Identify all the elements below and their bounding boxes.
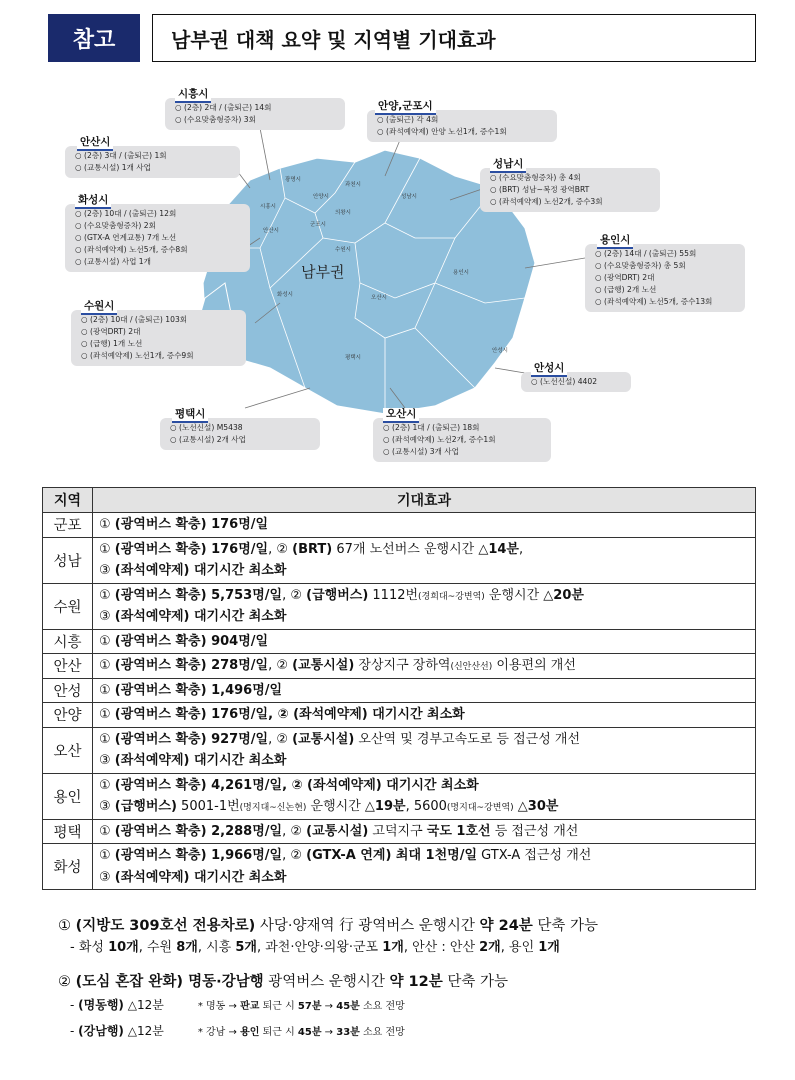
emphasis-text: (교통시설)	[292, 731, 355, 747]
text-segment: (신안산선)	[450, 662, 493, 672]
region-cell: 성남	[43, 537, 93, 583]
region-label: 수원시	[335, 247, 351, 253]
region-label: 안산시	[263, 228, 279, 234]
callout-line: ○ (좌석예약제) 안양 노선1개, 증수1회	[377, 126, 549, 138]
effect-cell	[93, 513, 756, 538]
southern-region-map	[55, 88, 745, 468]
note-1-detail	[58, 937, 758, 959]
effect-line	[99, 539, 749, 561]
note-2-amount: 약 12분	[389, 974, 443, 990]
callout-suwon	[71, 300, 246, 366]
emphasis-text: △30분	[517, 799, 559, 814]
effect-line	[99, 845, 749, 867]
effect-line	[99, 775, 749, 797]
callout-line: ○ (2층) 2대 / (출퇴근) 14회	[175, 102, 337, 114]
note-1	[58, 915, 758, 937]
note-2-myeongdong: - (명동행) △12분 * 명동 → 판교 퇴근 시 57분 → 45분 소요 전망	[70, 998, 405, 1012]
emphasis-text: 1개	[382, 940, 404, 955]
note-2-sub1-delta: △12분	[123, 998, 164, 1012]
emphasis-text: (광역버스 확충) 278명/일	[114, 658, 269, 673]
callout-line: ○ (교통시설) 2개 사업	[170, 434, 312, 446]
emphasis-text: 45분	[336, 1001, 360, 1012]
callout-title: 수원시	[81, 300, 117, 315]
table-row	[43, 513, 756, 538]
callout-line: ○ (좌석예약제) 노선2개, 증수1회	[383, 434, 543, 446]
emphasis-text: 용인	[240, 1027, 260, 1038]
region-label: 안양시	[313, 194, 329, 200]
emphasis-text: (급행버스)	[114, 799, 177, 814]
region-cell: 평택	[43, 819, 93, 844]
callout-line: ○ (교통시설) 3개 사업	[383, 446, 543, 458]
emphasis-text: (좌석예약제) 대기시간 최소화	[114, 869, 287, 885]
emphasis-text: 33분	[336, 1027, 360, 1038]
emphasis-text: 45분	[297, 1027, 322, 1038]
text-segment: ①	[99, 777, 115, 793]
region-label: 군포시	[310, 222, 326, 228]
text-segment: GTX-A 접근성 개선	[477, 848, 592, 863]
callout-yongin	[585, 234, 745, 312]
note-1-prefix: ①	[58, 918, 76, 934]
note-2-gangnam: - (강남행) △12분 * 강남 → 용인 퇴근 시 45분 → 33분 소요 전망	[70, 1024, 405, 1038]
table-row	[43, 654, 756, 679]
text-segment: 퇴근 시	[259, 1001, 298, 1012]
callout-title: 성남시	[490, 158, 526, 173]
text-segment: , ②	[268, 658, 293, 673]
emphasis-text: (광역버스 확충) 176명/일, ② (좌석예약제) 대기시간 최소화	[114, 707, 465, 722]
effect-cell	[93, 819, 756, 844]
effect-line	[99, 750, 749, 772]
section-tag: 참고	[48, 14, 140, 62]
region-label: 의왕시	[335, 210, 351, 216]
callout-siheung	[165, 88, 345, 130]
emphasis-text: (GTX-A 연계) 최대 1천명/일	[306, 848, 478, 863]
emphasis-text: (교통시설)	[306, 823, 369, 839]
table-row	[43, 678, 756, 703]
callout-line: ○ (2층) 14대 / (출퇴근) 55회	[595, 248, 737, 260]
text-segment: ③	[99, 869, 115, 885]
emphasis-text: (광역버스 확충) 1,966명/일	[114, 848, 283, 863]
table-body	[43, 513, 756, 890]
notes-section	[58, 915, 758, 1045]
callout-line: ○ (수요맞춤형증차) 총 4회	[490, 172, 652, 184]
text-segment: ①	[99, 707, 115, 722]
effect-line	[99, 606, 749, 628]
emphasis-text: (좌석예약제) 대기시간 최소화	[114, 609, 287, 624]
text-segment: ,	[519, 541, 524, 557]
text-segment: , ②	[282, 823, 307, 839]
effect-cell	[93, 703, 756, 728]
region-label: 성남시	[401, 194, 417, 200]
callout-line: ○ (좌석예약제) 노선1개, 증수9회	[81, 350, 238, 362]
emphasis-text: (광역버스 확충) 2,288명/일	[114, 823, 283, 839]
text-segment: , ②	[282, 587, 307, 603]
emphasis-text: (교통시설)	[292, 658, 355, 673]
text-segment: , 안산 : 안산	[403, 940, 480, 955]
table-row	[43, 703, 756, 728]
emphasis-text: 57분	[297, 1001, 322, 1012]
effect-line	[99, 655, 749, 677]
text-segment: * 강남 →	[197, 1027, 241, 1038]
text-segment: , ②	[268, 541, 293, 557]
table-row	[43, 773, 756, 819]
note-2-sub2-note	[198, 1027, 405, 1038]
note-2-sub1-note	[198, 1001, 405, 1012]
emphasis-text: (좌석예약제) 대기시간 최소화	[114, 563, 287, 578]
text-segment: (경희대~강변역)	[418, 591, 485, 602]
text-segment: 이용편의 개선	[492, 658, 576, 673]
effect-line	[99, 585, 749, 607]
region-cell: 안양	[43, 703, 93, 728]
emphasis-text: (광역버스 확충) 1,496명/일	[114, 682, 283, 698]
emphasis-text: (광역버스 확충) 4,261명/일, ② (좌석예약제) 대기시간 최소화	[114, 777, 479, 793]
region-label: 화성시	[277, 292, 293, 298]
region-label: 용인시	[453, 270, 469, 276]
emphasis-text: 10개	[108, 940, 139, 955]
note-2-target: 명동·강남행	[183, 974, 264, 990]
callout-title: 안양,군포시	[375, 100, 436, 115]
header-region: 지역	[43, 488, 93, 513]
callout-seongnam	[480, 158, 660, 212]
emphasis-text: 5개	[235, 940, 257, 955]
text-segment: →	[321, 1027, 337, 1038]
emphasis-text: 1개	[538, 940, 560, 955]
emphasis-text: 판교	[240, 1001, 260, 1012]
callout-line: ○ (2층) 10대 / (출퇴근) 12회	[75, 208, 242, 220]
effect-cell	[93, 537, 756, 583]
callout-line: ○ (광역DRT) 2대	[595, 272, 737, 284]
region-cell: 수원	[43, 583, 93, 629]
effect-line	[99, 680, 749, 702]
table-row	[43, 727, 756, 773]
region-cell: 군포	[43, 513, 93, 538]
callout-line: ○ (광역DRT) 2대	[81, 326, 238, 338]
text-segment: , ②	[268, 731, 293, 747]
callout-line: ○ (2층) 10대 / (출퇴근) 103회	[81, 314, 238, 326]
effect-cell	[93, 727, 756, 773]
callout-line: ○ (BRT) 성남~복정 광역BRT	[490, 184, 652, 196]
region-cell: 화성	[43, 844, 93, 890]
callout-line: ○ (수요맞춤형증차) 2회	[75, 220, 242, 232]
text-segment: ①	[99, 823, 115, 839]
text-segment: ①	[99, 848, 115, 863]
emphasis-text: (광역버스 확충) 176명/일	[114, 517, 269, 532]
text-segment: 67개 노선버스 운행시간	[332, 541, 479, 557]
callout-line: ○ (교통시설) 1개 사업	[75, 162, 232, 174]
callout-osan	[373, 408, 551, 462]
text-segment: - 화성	[70, 940, 109, 955]
region-label: 평택시	[345, 355, 361, 361]
text-segment: 장상지구 장하역	[354, 658, 451, 673]
table-row	[43, 819, 756, 844]
callout-title: 시흥시	[175, 88, 211, 103]
table-row	[43, 583, 756, 629]
note-2-text-end: 단축 가능	[442, 974, 508, 990]
callout-line: ○ (노선신설) 4402	[531, 376, 623, 388]
page-title: 남부권 대책 요약 및 지역별 기대효과	[152, 14, 756, 62]
callout-line: ○ (좌석예약제) 노선2개, 증수3회	[490, 196, 652, 208]
callout-title: 평택시	[172, 408, 208, 423]
callout-line: ○ (출퇴근) 각 4회	[377, 114, 549, 126]
region-label: 시흥시	[260, 204, 276, 210]
emphasis-text: (광역버스 확충) 5,753명/일	[114, 587, 283, 603]
table-row	[43, 629, 756, 654]
region-cell: 안성	[43, 678, 93, 703]
region-cell: 용인	[43, 773, 93, 819]
effect-cell	[93, 844, 756, 890]
text-segment: 고덕지구	[368, 823, 427, 839]
text-segment: ①	[99, 731, 115, 747]
note-1-text-end: 단축 가능	[532, 918, 599, 934]
text-segment: ③	[99, 799, 115, 814]
callout-title: 화성시	[75, 194, 111, 209]
text-segment: , ②	[282, 848, 307, 863]
effect-line	[99, 867, 749, 889]
text-segment: ①	[99, 633, 115, 649]
map-center-label: 남부권	[301, 263, 345, 281]
text-segment: ③	[99, 563, 115, 578]
text-segment: 소요 전망	[359, 1001, 405, 1012]
callout-ansan	[65, 136, 240, 178]
effect-line	[99, 704, 749, 726]
effect-line	[99, 560, 749, 582]
text-segment: 운행시간	[306, 799, 365, 814]
region-cell: 오산	[43, 727, 93, 773]
text-segment: 운행시간	[484, 587, 544, 603]
note-2	[58, 971, 758, 993]
callout-title: 안산시	[77, 136, 113, 151]
table-row	[43, 537, 756, 583]
table-header-row	[43, 488, 756, 513]
emphasis-text: (광역버스 확충) 904명/일	[114, 633, 269, 649]
note-2-text: 광역버스 운행시간	[263, 974, 390, 990]
callout-pyeongtaek	[160, 408, 320, 450]
emphasis-text: 2개	[479, 940, 501, 955]
note-2-sub1-label: (명동행)	[78, 998, 124, 1012]
text-segment: 소요 전망	[359, 1027, 405, 1038]
emphasis-text: (BRT)	[292, 541, 333, 557]
text-segment: ①	[99, 658, 115, 673]
callout-line: ○ (2층) 3대 / (출퇴근) 1회	[75, 150, 232, 162]
callout-title: 용인시	[597, 234, 633, 249]
callout-anyang-gunpo	[367, 100, 557, 142]
effects-table	[42, 487, 756, 890]
header-effect: 기대효과	[93, 488, 756, 513]
table-row	[43, 844, 756, 890]
emphasis-text: (좌석예약제) 대기시간 최소화	[114, 753, 287, 768]
text-segment: 퇴근 시	[259, 1027, 298, 1038]
callout-line: ○ (수요맞춤형증차) 총 5회	[595, 260, 737, 272]
note-2-sub2-label: (강남행)	[78, 1024, 124, 1038]
text-segment: 등 접근성 개선	[490, 823, 579, 839]
emphasis-text: (광역버스 확충) 176명/일	[114, 541, 269, 557]
text-segment: ①	[99, 587, 115, 603]
text-segment: ①	[99, 517, 115, 532]
text-segment: (명지대~강변역)	[446, 803, 514, 813]
effect-cell	[93, 773, 756, 819]
callout-line: ○ (급행) 2개 노선	[595, 284, 737, 296]
callout-line: ○ (노선신설) M5438	[170, 422, 312, 434]
emphasis-text: △20분	[543, 587, 584, 603]
region-cell: 안산	[43, 654, 93, 679]
note-2-title: (도심 혼잡 완화)	[75, 974, 184, 990]
callout-line: ○ (좌석예약제) 노선5개, 증수8회	[75, 244, 242, 256]
emphasis-text: 8개	[176, 940, 198, 955]
text-segment: , 시흥	[197, 940, 236, 955]
effect-cell	[93, 583, 756, 629]
callout-anseong	[521, 362, 631, 392]
text-segment: , 용인	[500, 940, 539, 955]
note-1-title: (지방도 309호선 전용차로)	[75, 918, 256, 934]
callout-line: ○ (2층) 1대 / (출퇴근) 18회	[383, 422, 543, 434]
text-segment: , 수원	[138, 940, 177, 955]
text-segment: 오산역 및 경부고속도로 등 접근성 개선	[354, 731, 581, 747]
text-segment: (명지대~신논현)	[239, 803, 307, 813]
region-label: 광명시	[285, 177, 301, 183]
callout-line: ○ (교통시설) 사업 1개	[75, 256, 242, 268]
text-segment: ③	[99, 753, 115, 768]
effect-line	[99, 631, 749, 653]
text-segment: ③	[99, 609, 115, 624]
emphasis-text: △19분	[364, 799, 406, 814]
region-label: 과천시	[345, 182, 361, 188]
region-label: 안성시	[492, 348, 508, 354]
effect-line	[99, 796, 749, 818]
effect-cell	[93, 654, 756, 679]
callout-hwaseong	[65, 194, 250, 272]
emphasis-text: △14분	[478, 541, 519, 557]
text-segment: ①	[99, 682, 115, 698]
callout-title: 안성시	[531, 362, 567, 377]
effect-cell	[93, 629, 756, 654]
callout-line: ○ (수요맞춤형증차) 3회	[175, 114, 337, 126]
text-segment: 1112번	[368, 587, 419, 603]
text-segment: ①	[99, 541, 115, 557]
note-2-sub2-delta: △12분	[123, 1024, 164, 1038]
effect-line	[99, 821, 749, 843]
text-segment: 5001-1번	[176, 799, 240, 814]
callout-title: 오산시	[383, 408, 419, 423]
callout-line: ○ (GTX-A 연계교통) 7개 노선	[75, 232, 242, 244]
emphasis-text: 국도 1호선	[426, 823, 491, 839]
callout-line: ○ (급행) 1개 노선	[81, 338, 238, 350]
effect-cell	[93, 678, 756, 703]
note-1-text: 사당·양재역 行 광역버스 운행시간	[255, 918, 480, 934]
note-1-amount: 약 24분	[479, 918, 533, 934]
text-segment: , 5600	[405, 799, 447, 814]
text-segment: →	[321, 1001, 337, 1012]
text-segment: * 명동 →	[197, 1001, 241, 1012]
effect-line	[99, 514, 749, 536]
emphasis-text: (광역버스 확충) 927명/일	[114, 731, 269, 747]
text-segment: , 과천·안양·의왕·군포	[256, 940, 383, 955]
region-label: 오산시	[371, 295, 387, 301]
effect-line	[99, 729, 749, 751]
region-cell: 시흥	[43, 629, 93, 654]
callout-line: ○ (좌석예약제) 노선5개, 증수13회	[595, 296, 737, 308]
note-2-prefix: ②	[58, 974, 76, 990]
emphasis-text: (급행버스)	[306, 587, 369, 603]
